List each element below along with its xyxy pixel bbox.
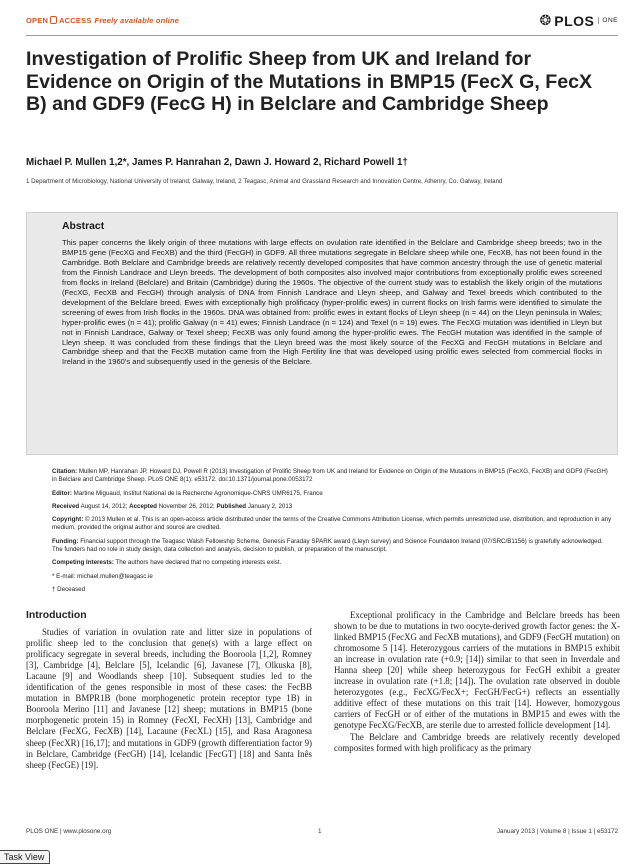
body-column-left <box>26 610 312 771</box>
footer-issue: January 2013 | Volume 8 | Issue 1 | e53172 <box>496 828 618 835</box>
freely-available-label: Freely available online <box>94 16 180 25</box>
deceased-note: † Deceased <box>52 585 86 593</box>
abstract-heading: Abstract <box>62 221 105 232</box>
copyright: Copyright: © 2013 Mullen et al. This is an open-access article distributed under the terms of the Creative Commons Attribution License, which permits unrestricted use, distribution, and reproduction in any medium, provided the original author and source are credited. <box>52 516 612 532</box>
affiliations: 1 Department of Microbiology, National University of Ireland, Galway, Ireland, 2 Teagasc, Animal and Grassland Research and Innovation Centre, Athenry, Co. Galway, Ireland <box>26 178 503 185</box>
plos-mark-icon: ❂ <box>539 12 552 28</box>
plos-logo: ❂ PLOS ONE <box>539 12 618 29</box>
footer-journal: PLOS ONE | www.plosone.org <box>26 828 112 835</box>
funding: Funding: Financial support through the Teagasc Walsh Fellowship Scheme, Genesis Faraday SPARK award (Lleyn survey) and Science Foundation Ireland (07/SRC/B1156) is gratefully acknowledged. The funders had no role in study design, data collection and analysis, decision to publish, or preparation of the manuscript. <box>52 537 603 554</box>
abstract-box <box>26 212 618 455</box>
open-lock-icon <box>50 16 57 24</box>
journal-header <box>26 14 618 36</box>
email-link[interactable]: * E-mail: michael.mullen@teagasc.ie <box>52 572 153 580</box>
competing-interests: Competing Interests: The authors have declared that no competing interests exist. <box>52 559 282 567</box>
introduction-heading: Introduction <box>26 610 87 621</box>
author-list: Michael P. Mullen 1,2*, James P. Hanrahan 2, Dawn J. Howard 2, Richard Powell 1† <box>26 157 408 168</box>
article-metadata <box>52 468 612 599</box>
dates: Received August 14, 2012; Accepted November 26, 2012; Published January 2, 2013 <box>52 502 293 510</box>
body-column-right <box>334 610 620 754</box>
body-paragraph-2: The Belclare and Cambridge breeds are relatively recently developed composites formed with high prolificacy as the primary <box>334 731 620 753</box>
intro-paragraph: Studies of variation in ovulation rate and litter size in populations of prolific sheep led to the conclusion that gene(s) with a large effect on prolificacy segregate in several breeds, including the Booroola [1,2], Romney [3], Cambridge [4], Belclare [5], Icelandic [6], Javanese [7], Olkuska [8], Lacaune [9] and Woodlands sheep [10]. Subsequent studies led to the identification of the genes responsible in most of these cases: the FecBB mutation in BMPR1B (bone morphogenetic protein receptor type 1B) in Booroola Merino [11] and Javanese [12] sheep; mutations in BMP15 (bone morphogenetic protein 15) in Romney (FecXI, FecXH) [13], Cambridge and Belclare (FecXG, FecXB) [14], Lacaune (FecXL) [15], and Rasa Aragonesa sheep (FecXR) [16,17]; and mutations in GDF9 (growth differentiation factor 9) in Belclare, Cambridge (FecGH) [14], Icelandic [FecGT] [18] and Santa Inês sheep (FecGE) [19]. <box>26 627 312 770</box>
open-access-label: OPEN ACCESS Freely available online <box>26 16 180 25</box>
editor: Editor: Martine Miguaud, Institut National de la Recherche Agronomique-CNRS UMR6175, France <box>52 489 323 497</box>
page-number: 1 <box>318 828 322 835</box>
task-view-button[interactable]: Task View <box>0 850 50 864</box>
article-title: Investigation of Prolific Sheep from UK and Ireland for Evidence on Origin of the Mutations in BMP15 (FecX G, FecX B) and GDF9 (FecG H) in Belclare and Cambridge Sheep <box>26 48 593 116</box>
citation: Citation: Mullen MP, Hanrahan JP, Howard DJ, Powell R (2013) Investigation of Prolific Sheep from UK and Ireland for Evidence on Origin of the Mutations in BMP15 (FecXG, FecXB) and GDF9 (FecGH) in Belclare and Cambridge Sheep. PLoS ONE 8(1): e53172. doi:10.1371/journal.pone.0053172 <box>52 468 608 484</box>
body-paragraph-1: Exceptional prolificacy in the Cambridge and Belclare breeds has been shown to be due to mutations in two oocyte-derived growth factor genes: the X-linked BMP15 (FecXG and FecXB mutations), and GDF9 (FecGH mutation) on chromosome 5 [14]. Heterozygous carriers of the mutations in BMP15 exhibit an increase in ovulation rate (+0.9; [14]) similar to that seen in Inverdale and Hanna sheep [20] while sheep heterozygous for FecGH exhibit a greater increase in ovulation rate (+1.8; [14]). The ovulation rate observed in double heterozygotes (e.g., FecXG/FecX+; FecGH/FecG+) reflects an essentially additive effect of these mutations on this trait [14]. However, homozygous carriers of FecGH or of either of the mutations in BMP15 and ewes with the genotype FecXG/FecXB, are sterile due to arrested follicle development [14]. <box>334 610 620 731</box>
abstract-text: This paper concerns the likely origin of three mutations with large effects on ovulation rate identified in the Belclare and Cambridge sheep breeds; two in the BMP15 gene (FecXG and FecXB) and the third (FecGH) in GDF9. All three mutations segregate in Belclare sheep while one, FecXB, has not been found in the Cambridge. Both Belclare and Cambridge breeds are relatively recently developed composites that have common ancestry through the use of genetic material from the Finnish Landrace and Lleyn breeds. The development of both composites also involved major contributions from exceptionally prolific ewes screened from flocks in Ireland (Belclare) and Britain (Cambridge) during the 1960s. The objective of the current study was to establish the likely origin of the mutations (FecXG, FecXB and FecGH) through analysis of DNA from Finnish Landrace and Lleyn sheep, and Galway and Texel breeds which contributed to the development of the Belclare breed. Ewes with exceptionally high prolificacy (hyper-prolific ewes) in current flocks on Irish farms were identified to simulate the screening of ewes from Irish flocks in the 1960s. DNA was obtained from: prolific ewes in extant flocks of Lleyn sheep (n = 44) on the Lleyn peninsula in Wales; hyper-prolific ewes (n = 41); prolific Galway (n = 41) ewes; Finnish Landrace (n = 124) and Texel (n = 19) ewes. The FecXG mutation was identified in Lleyn but not in Finnish Landrace, Galway or Texel sheep; FecXB was only found among the hyper-prolific ewes. The FecGH mutation was identified in the sample of Lleyn sheep. It was concluded from these findings that the Lleyn breed was the most likely source of the FecXG and FecGH mutations in Belclare and Cambridge sheep and that the FecXB mutation came from the High Fertility line that was developed using prolific ewes selected from commercial flocks in Ireland in the 1960's and subsequently used in the genesis of the Belclare. <box>62 238 602 367</box>
